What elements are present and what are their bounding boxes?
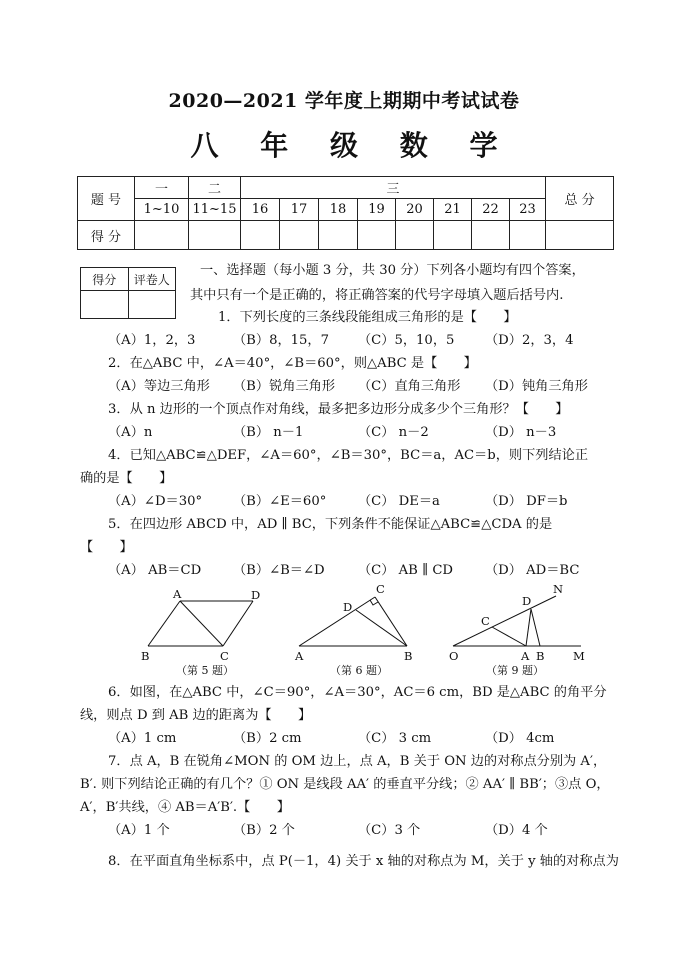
fig9-label-b: B xyxy=(536,649,545,663)
option-b[interactable]: （B）2 个 xyxy=(233,823,295,838)
fig9-segment-db xyxy=(531,609,540,646)
fig6-right-angle-mark xyxy=(370,600,378,605)
option-c[interactable]: （C）3 个 xyxy=(358,823,421,838)
section1-intro-line2: 其中只有一个是正确的，将正确答案的代号字母填入题后括号内. xyxy=(190,288,564,303)
question-number: 18 xyxy=(319,199,358,221)
section-header: 一 xyxy=(135,177,189,199)
fig9-label-n: N xyxy=(553,582,564,596)
option-b[interactable]: （B）8，15，7 xyxy=(233,333,330,348)
fig5-label-b: B xyxy=(141,649,150,663)
fig6-edge-ac xyxy=(299,597,375,646)
question-stem: 8．在平面直角坐标系中，点 P(－1，4) 关于 x 轴的对称点为 M，关于 y 轴的对称点为 xyxy=(108,854,619,869)
option-a[interactable]: （A） AB＝CD xyxy=(108,563,202,578)
subject-title: 八 年 级 数 学 xyxy=(190,129,514,162)
fig9-label-a: A xyxy=(521,649,530,663)
total-score-label: 总 分 xyxy=(546,177,614,221)
fig9-segment-ca xyxy=(492,627,526,646)
grader-score-label: 得分 xyxy=(81,268,129,291)
grader-reviewer-label: 评卷人 xyxy=(128,268,176,291)
fig5-label-d: D xyxy=(251,588,261,602)
question-number: 19 xyxy=(358,199,396,221)
question-stem: 5．在四边形 ABCD 中，AD ∥ BC，下列条件不能保证△ABC≌△CDA 的是 xyxy=(108,517,553,532)
figure-5 xyxy=(148,601,253,646)
question-stem: 2．在△ABC 中，∠A＝40°，∠B＝60°，则△ABC 是【 】 xyxy=(108,356,477,371)
question-stem-cont: 【 】 xyxy=(80,540,133,555)
question-number: 22 xyxy=(472,199,510,221)
fig6-bisector-bd xyxy=(356,610,407,646)
fig6-edge-cb xyxy=(375,597,407,646)
question-number: 16 xyxy=(241,199,280,221)
section1-intro-line1: 一、选择题（每小题 3 分，共 30 分）下列各小题均有四个答案， xyxy=(200,263,585,278)
fig6-label-b: B xyxy=(404,649,413,663)
option-a[interactable]: （A）1 个 xyxy=(108,823,170,838)
option-c[interactable]: （C） AB ∥ CD xyxy=(358,563,454,578)
option-a[interactable]: （A）1 cm xyxy=(108,731,177,746)
fig9-ray-on xyxy=(453,596,556,646)
option-c[interactable]: （C） 3 cm xyxy=(358,731,432,746)
section-header: 三 xyxy=(241,177,546,199)
question-range: 1~10 xyxy=(135,199,189,221)
question-number: 21 xyxy=(434,199,472,221)
figure-6 xyxy=(299,597,407,646)
fig9-segment-da xyxy=(526,609,531,646)
option-a[interactable]: （A）∠D＝30° xyxy=(108,494,203,509)
fig9-label-m: M xyxy=(573,649,585,663)
option-c[interactable]: （C）5，10，5 xyxy=(358,333,455,348)
question-number: 17 xyxy=(280,199,319,221)
option-b[interactable]: （B）∠E＝60° xyxy=(233,494,327,509)
figure-9 xyxy=(453,596,581,646)
fig9-label-c: C xyxy=(481,614,490,628)
fig6-label-d: D xyxy=(343,600,353,614)
option-d[interactable]: （D） n－3 xyxy=(485,425,557,440)
fig5-caption: （第 5 题） xyxy=(176,664,234,677)
question-stem: 4．已知△ABC≌△DEF，∠A＝60°，∠B＝30°，BC＝a，AC＝b，则下列结论正 xyxy=(108,448,589,463)
fig5-label-a: A xyxy=(173,587,182,601)
fig6-caption: （第 6 题） xyxy=(330,664,388,677)
question-number-label: 题 号 xyxy=(78,177,135,221)
exam-title: 2020—2021 学年度上期期中考试试卷 xyxy=(168,90,520,112)
question-stem-cont: 确的是【 】 xyxy=(80,471,173,486)
option-b[interactable]: （B）锐角三角形 xyxy=(233,379,336,394)
fig6-label-a: A xyxy=(295,649,304,663)
question-number: 20 xyxy=(396,199,434,221)
question-number: 23 xyxy=(510,199,546,221)
option-c[interactable]: （C） DE＝a xyxy=(358,494,440,509)
option-d[interactable]: （D） 4cm xyxy=(485,731,555,746)
fig5-diagonal-ac xyxy=(180,601,223,646)
option-c[interactable]: （C） n－2 xyxy=(358,425,429,440)
fig5-edge-dc xyxy=(223,601,253,646)
question-stem: 3．从 n 边形的一个顶点作对角线，最多把多边形分成多少个三角形？【 】 xyxy=(108,402,569,417)
question-stem-cont: 线，则点 D 到 AB 边的距离为【 】 xyxy=(80,708,312,723)
option-b[interactable]: （B）2 cm xyxy=(233,731,302,746)
fig5-edge-ab xyxy=(148,601,180,646)
option-c[interactable]: （C）直角三角形 xyxy=(358,379,461,394)
option-d[interactable]: （D） AD＝BC xyxy=(485,563,580,578)
fig9-caption: （第 9 题） xyxy=(486,664,544,677)
question-stem: 7．点 A，B 在锐角∠MON 的 OM 边上，点 A，B 关于 ON 边的对称点分别为 A′， xyxy=(108,754,607,769)
option-b[interactable]: （B）∠B＝∠D xyxy=(233,563,325,578)
fig9-label-o: O xyxy=(449,649,459,663)
section-header: 二 xyxy=(189,177,241,199)
question-stem-cont: B′. 则下列结论正确的有几个？① ON 是线段 AA′ 的垂直平分线；② AA′ ∥ BB′；③点 O， xyxy=(80,777,610,792)
question-stem: 1．下列长度的三条线段能组成三角形的是【 】 xyxy=(218,310,517,325)
option-b[interactable]: （B） n－1 xyxy=(233,425,304,440)
option-a[interactable]: （A）n xyxy=(108,425,153,440)
question-stem: 6．如图，在△ABC 中，∠C＝90°，∠A＝30°，AC＝6 cm，BD 是△ABC 的角平分 xyxy=(108,685,607,700)
score-row-label: 得 分 xyxy=(78,221,135,250)
question-stem-cont: A′，B′共线，④ AB＝A′B′.【 】 xyxy=(80,800,290,815)
fig6-label-c: C xyxy=(376,582,385,596)
fig5-label-c: C xyxy=(220,649,229,663)
question-range: 11~15 xyxy=(189,199,241,221)
option-d[interactable]: （D）钝角三角形 xyxy=(485,379,588,394)
option-a[interactable]: （A）1，2，3 xyxy=(108,333,196,348)
option-a[interactable]: （A）等边三角形 xyxy=(108,379,210,394)
option-d[interactable]: （D）2，3，4 xyxy=(485,333,574,348)
option-d[interactable]: （D）4 个 xyxy=(485,823,548,838)
option-d[interactable]: （D） DF＝b xyxy=(485,494,568,509)
fig9-label-d: D xyxy=(522,594,532,608)
